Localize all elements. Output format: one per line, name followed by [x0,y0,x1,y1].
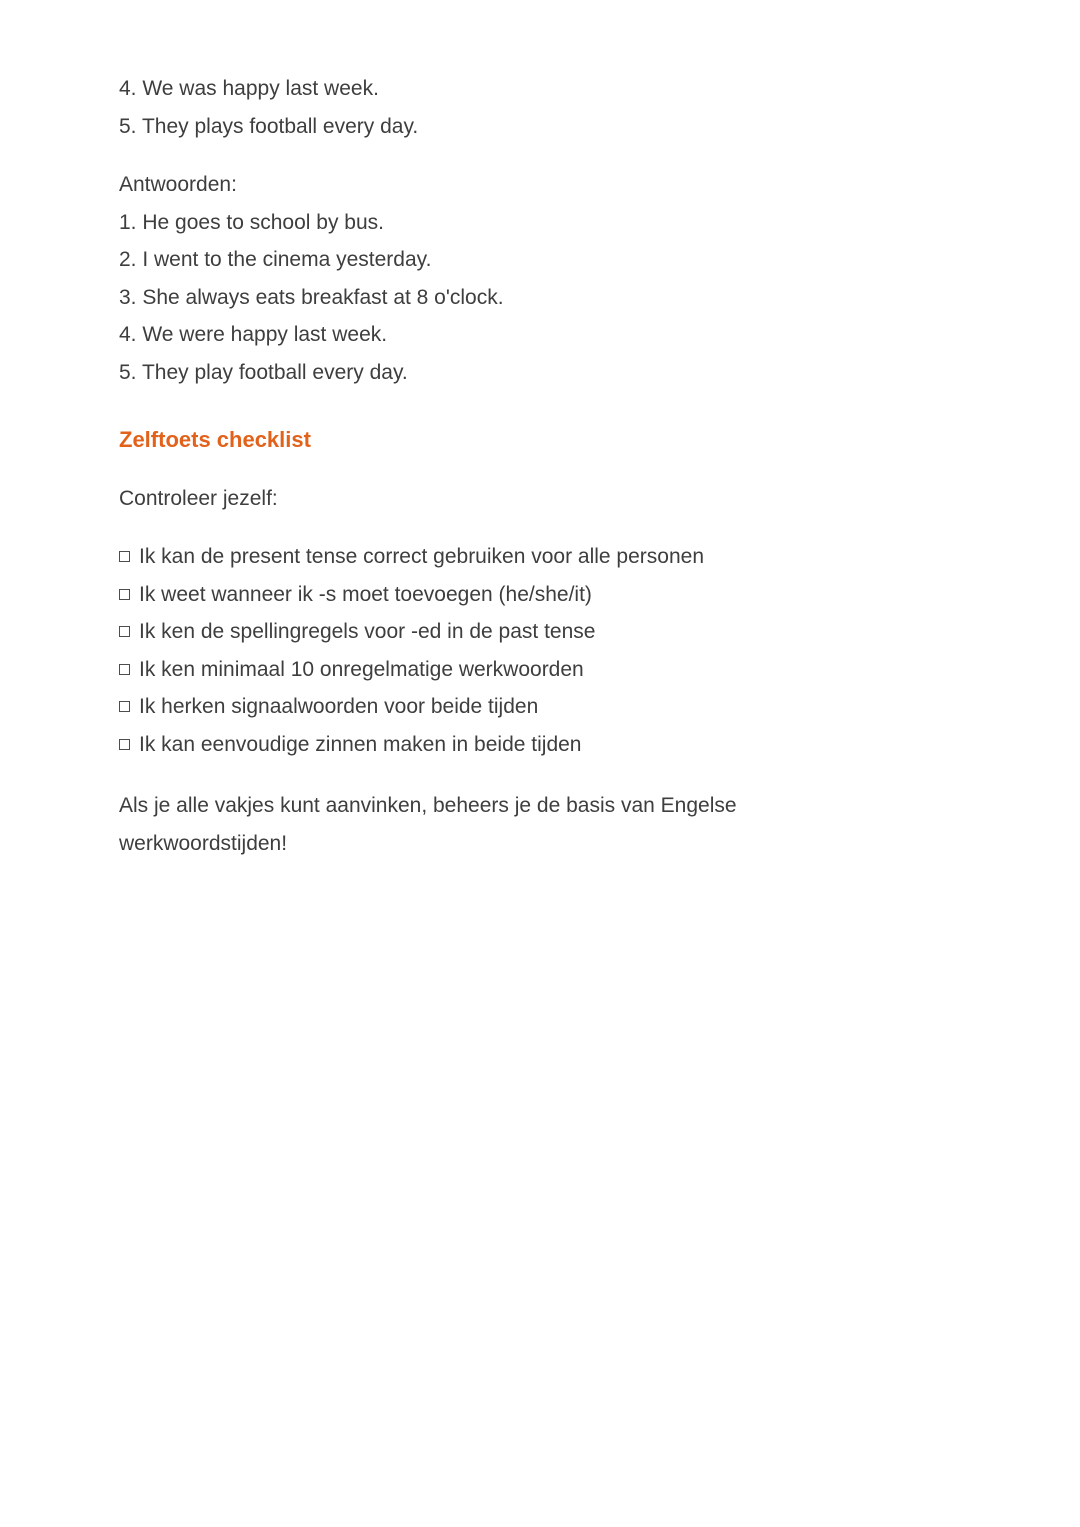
checklist-item [119,613,980,651]
checklist-item-label: Ik weet wanneer ik -s moet toevoegen (he/she/it) [139,582,592,606]
answers-label: Antwoorden: [119,173,237,196]
checklist-item-label: Ik ken minimaal 10 onregelmatige werkwoorden [139,657,584,681]
checklist-item [119,576,980,614]
checklist-intro: Controleer jezelf: [119,486,278,510]
answer-line: 1. He goes to school by bus. [119,210,384,234]
checklist-item [119,726,980,764]
checklist-item-label: Ik ken de spellingregels voor -ed in de past tense [139,620,596,643]
checklist-item-label: Ik kan eenvoudige zinnen maken in beide tijden [139,732,582,756]
checklist-item [119,651,980,689]
answer-line: 5. They play football every day. [119,360,408,384]
closing-paragraph [119,787,980,862]
checklist-heading: Zelftoets checklist [119,427,311,452]
checklist [119,538,980,763]
checklist-item-label: Ik kan de present tense correct gebruiken voor alle personen [139,545,705,568]
checkbox-icon [119,739,130,750]
checklist-item [119,538,980,576]
closing-line: werkwoordstijden! [119,831,288,855]
closing-line: Als je alle vakjes kunt aanvinken, beheers je de basis van Engelse [119,794,737,817]
checkbox-icon [119,664,130,675]
exercise-continuation [119,70,980,145]
answer-line: 4. We were happy last week. [119,323,388,346]
exercise-line: 5. They plays football every day. [119,114,419,138]
answer-line: 3. She always eats breakfast at 8 o'clock. [119,285,504,309]
answer-line: 2. I went to the cinema yesterday. [119,248,432,271]
checkbox-icon [119,701,130,712]
exercise-line: 4. We was happy last week. [119,77,379,100]
checkbox-icon [119,589,130,600]
checklist-item-label: Ik herken signaalwoorden voor beide tijden [139,695,539,718]
checklist-intro-block [119,480,980,518]
checklist-item [119,688,980,726]
checkbox-icon [119,626,130,637]
checkbox-icon [119,551,130,562]
answers-section [119,166,980,391]
